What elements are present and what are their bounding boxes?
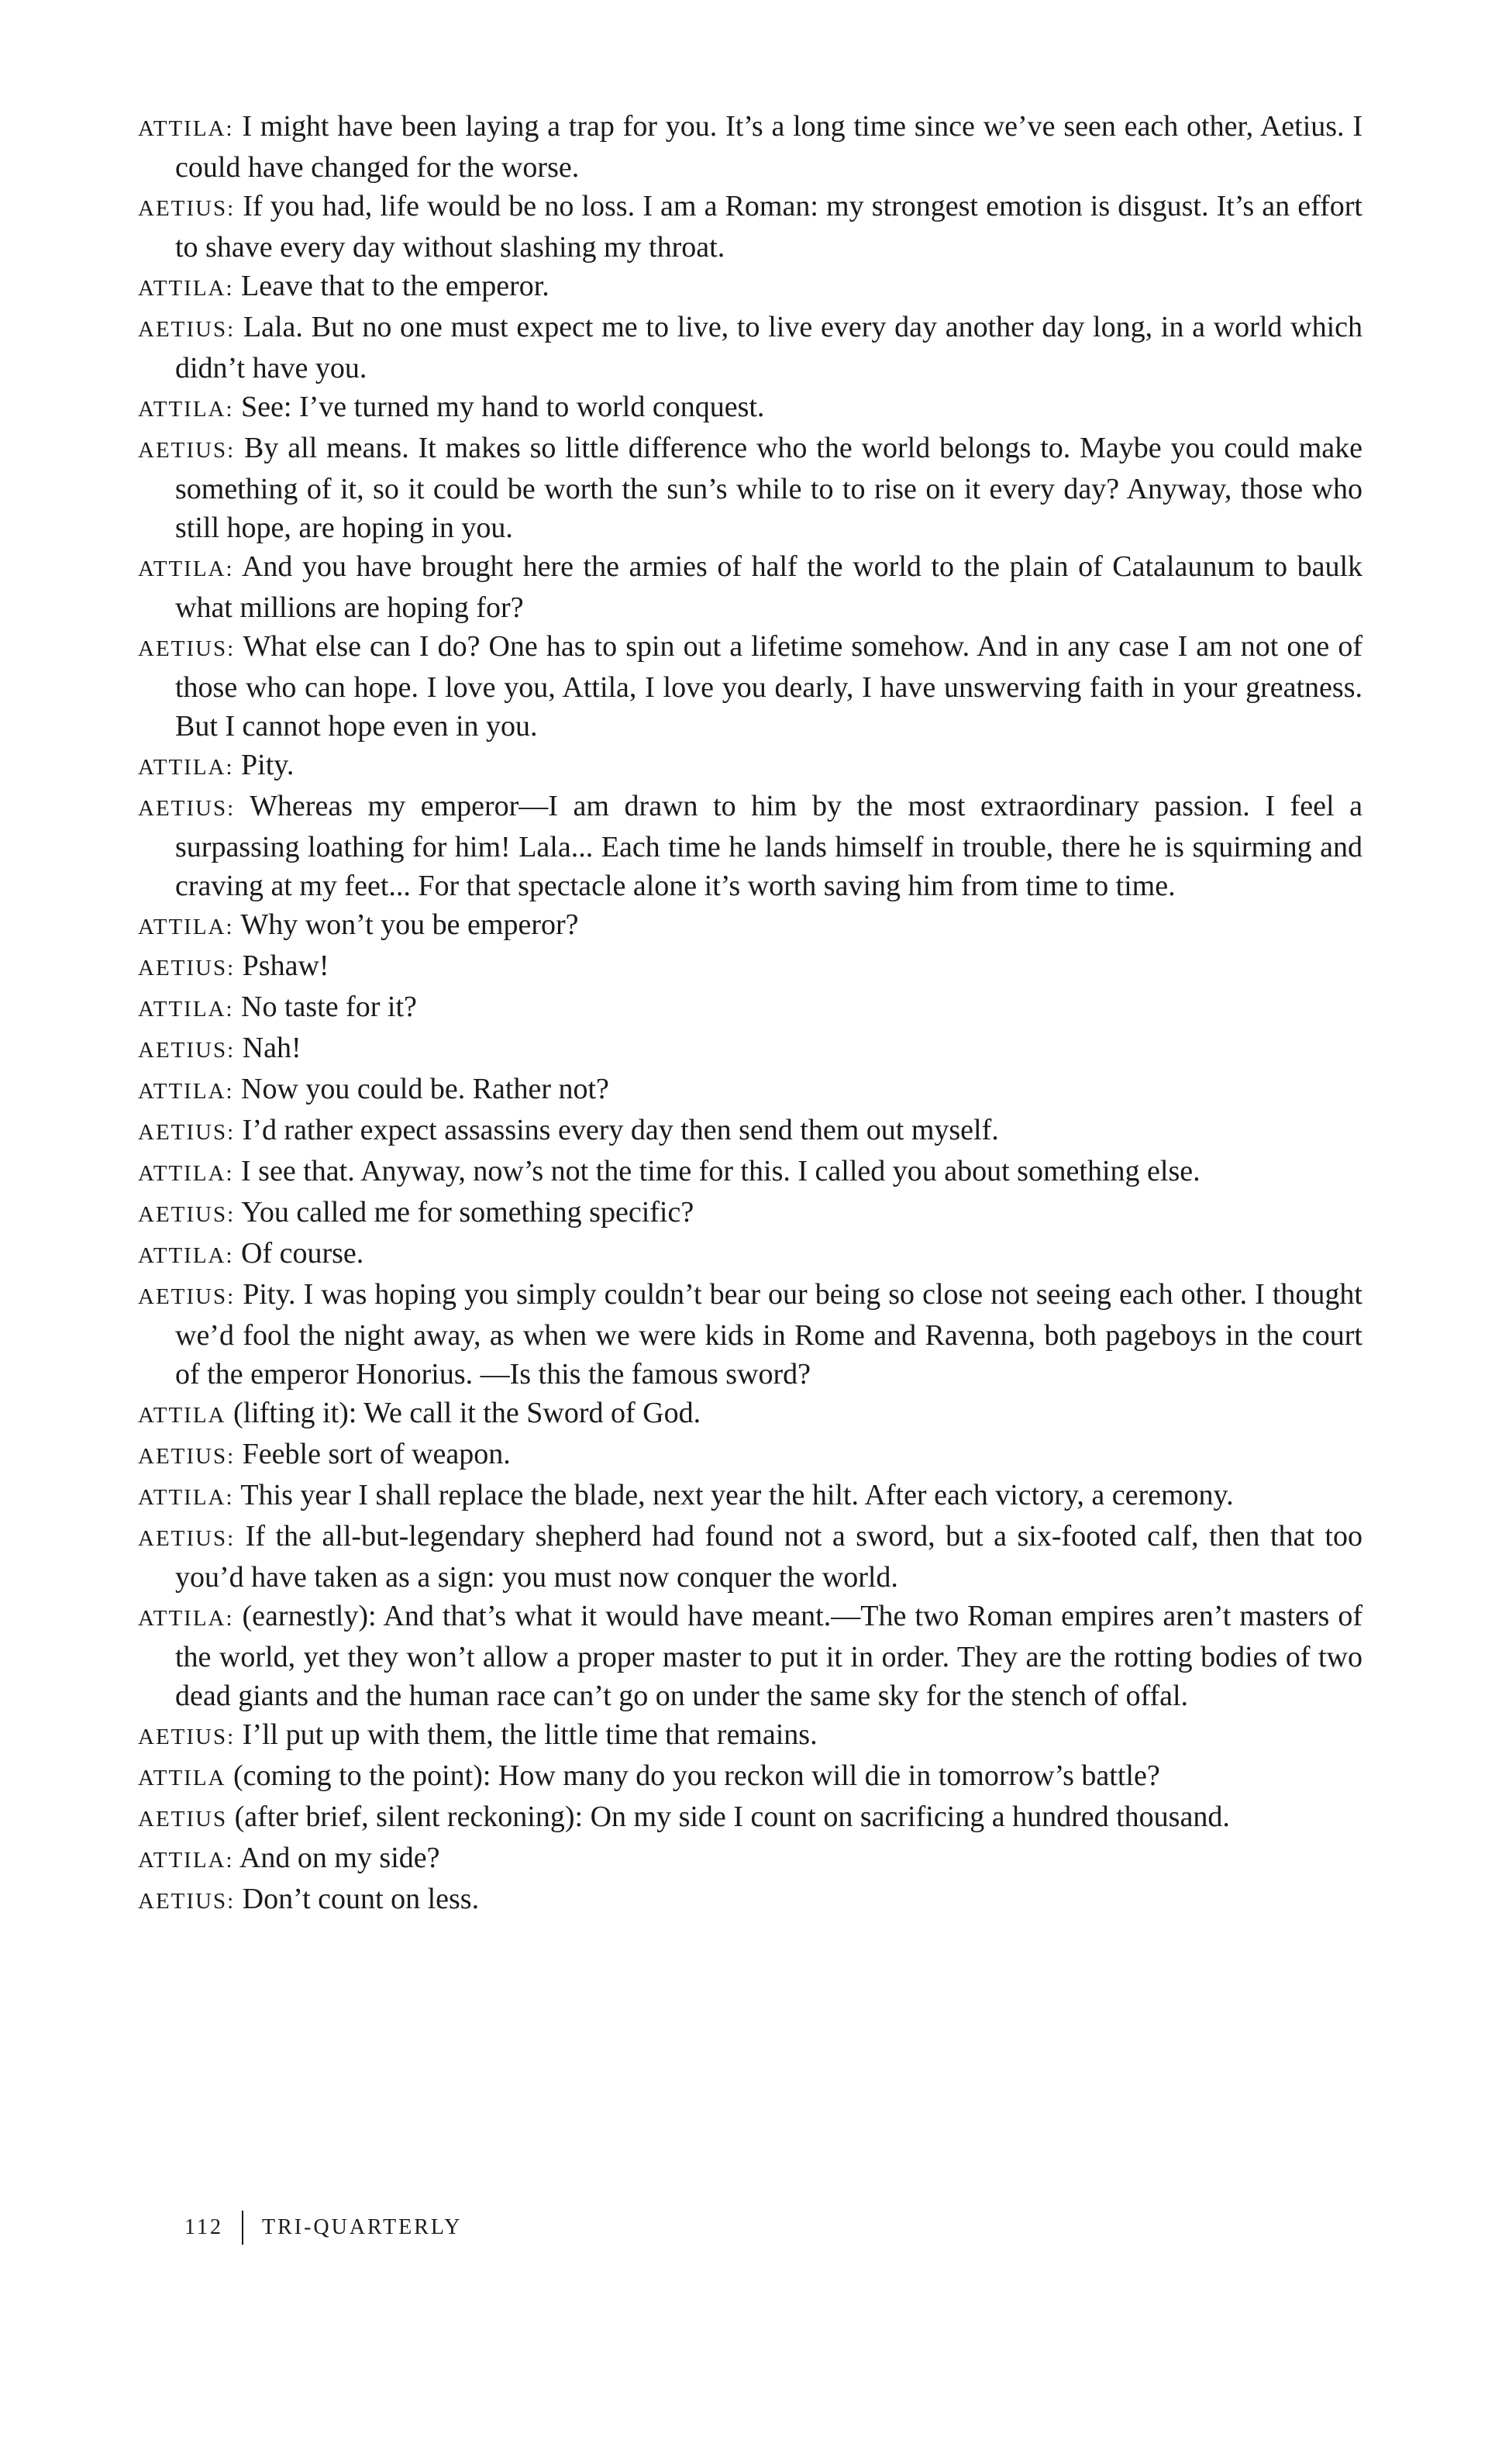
speech-text: I might have been laying a trap for you. It’s a long time since we’ve seen each other, Aetius. I could have changed for the worse. <box>175 110 1362 184</box>
speaker-name: ATTILA: <box>138 997 234 1022</box>
speech-text: Now you could be. Rather not? <box>233 1073 609 1105</box>
speech-line <box>138 107 1362 187</box>
speech-text: Leave that to the emperor. <box>233 270 549 302</box>
speech-line <box>138 308 1362 388</box>
page-number: 112 <box>184 2215 223 2239</box>
speaker-name: AETIUS: <box>138 438 236 463</box>
speech-line <box>138 1839 1362 1880</box>
speech-text: (after brief, silent reckoning): On my side I count on sacrificing a hundred thousand. <box>227 1801 1230 1833</box>
speaker-name: ATTILA <box>138 1403 226 1428</box>
speech-line <box>138 388 1362 429</box>
speaker-name: ATTILA <box>138 1766 226 1790</box>
speech-line <box>138 547 1362 627</box>
speaker-name: ATTILA: <box>138 116 234 141</box>
speech-line <box>138 787 1362 905</box>
speaker-name: AETIUS: <box>138 636 236 661</box>
speech-line <box>138 1715 1362 1756</box>
speaker-name: ATTILA: <box>138 1848 234 1873</box>
speech-text: And on my side? <box>233 1842 440 1874</box>
speaker-name: ATTILA: <box>138 1161 234 1186</box>
speaker-name: ATTILA: <box>138 397 234 422</box>
speech-line <box>138 746 1362 787</box>
speech-line <box>138 987 1362 1029</box>
speaker-name: ATTILA: <box>138 1606 234 1631</box>
speech-text: Don’t count on less. <box>235 1883 480 1915</box>
speaker-name: AETIUS: <box>138 1526 236 1551</box>
speaker-name: ATTILA: <box>138 915 234 939</box>
page-footer <box>184 2211 462 2245</box>
speaker-name: AETIUS: <box>138 1725 236 1749</box>
speech-text: This year I shall replace the blade, next year the hilt. After each victory, a ceremony. <box>233 1479 1234 1511</box>
speech-text: Nah! <box>235 1032 301 1064</box>
speech-text: Pshaw! <box>235 949 329 982</box>
speaker-name: AETIUS <box>138 1807 228 1832</box>
speech-line <box>138 187 1362 267</box>
speech-text: I see that. Anyway, now’s not the time for this. I called you about something else. <box>233 1155 1201 1187</box>
speech-line <box>138 1797 1362 1839</box>
speaker-name: AETIUS: <box>138 1120 236 1145</box>
speaker-name: AETIUS: <box>138 1889 236 1914</box>
speech-line <box>138 1756 1362 1797</box>
speech-text: (earnestly): And that’s what it would have meant.—The two Roman empires aren’t masters of the world, yet they won’t allow a proper master to put it in order. They are the rotting bodies of two dead giants and the human race can’t go on under the same sky for the stench of offal. <box>175 1600 1362 1712</box>
speaker-name: ATTILA: <box>138 1243 234 1268</box>
journal-title: TRI-QUARTERLY <box>261 2215 463 2239</box>
speech-text: Lala. But no one must expect me to live, to live every day another day long, in a world which didn’t have you. <box>175 311 1362 384</box>
speaker-name: AETIUS: <box>138 796 236 821</box>
speech-line <box>138 905 1362 946</box>
speaker-name: ATTILA: <box>138 276 234 301</box>
speech-line <box>138 1070 1362 1111</box>
speaker-name: AETIUS: <box>138 956 236 980</box>
speech-text: You called me for something specific? <box>235 1196 694 1229</box>
speech-text: By all means. It makes so little difference who the world belongs to. Maybe you could make something of it, so it could be worth the sun’s while to to rise on it every day? Anyway, those who still hope, are hoping in you. <box>175 432 1362 544</box>
speech-text: I’ll put up with them, the little time that remains. <box>235 1718 818 1751</box>
speech-line <box>138 1275 1362 1394</box>
speech-line <box>138 1029 1362 1070</box>
speech-text: Pity. <box>233 749 295 781</box>
speaker-name: AETIUS: <box>138 317 236 342</box>
speech-line <box>138 429 1362 547</box>
speech-line <box>138 946 1362 987</box>
footer-divider <box>242 2211 243 2245</box>
speech-line <box>138 1597 1362 1715</box>
speech-line <box>138 1152 1362 1193</box>
speech-text: I’d rather expect assassins every day then send them out myself. <box>235 1114 999 1146</box>
speech-text: If the all-but-legendary shepherd had found not a sword, but a six-footed calf, then that too you’d have taken as a sign: you must now conquer the world. <box>175 1520 1362 1594</box>
speech-text: And you have brought here the armies of half the world to the plain of Catalaunum to baulk what millions are hoping for? <box>175 550 1362 624</box>
speech-text: Whereas my emperor—I am drawn to him by the most extraordinary passion. I feel a surpassing loathing for him! Lala... Each time he lands himself in trouble, there he is squirming and craving at my feet... For that spectacle alone it’s worth saving him from time to time. <box>175 790 1362 902</box>
speech-line <box>138 1394 1362 1435</box>
speech-line <box>138 1435 1362 1476</box>
speech-line <box>138 1517 1362 1597</box>
speech-line <box>138 1111 1362 1152</box>
speech-text: Feeble sort of weapon. <box>235 1438 511 1470</box>
speech-text: Why won’t you be emperor? <box>233 908 579 941</box>
speaker-name: AETIUS: <box>138 1202 236 1227</box>
speech-line <box>138 627 1362 746</box>
speaker-name: ATTILA: <box>138 755 234 780</box>
speech-line <box>138 1234 1362 1275</box>
play-text <box>138 107 1362 1921</box>
speech-line <box>138 267 1362 308</box>
speaker-name: ATTILA: <box>138 557 234 581</box>
speech-line <box>138 1476 1362 1517</box>
speaker-name: ATTILA: <box>138 1485 234 1510</box>
speech-text: No taste for it? <box>233 991 417 1023</box>
speech-text: What else can I do? One has to spin out a lifetime somehow. And in any case I am not one of those who can hope. I love you, Attila, I love you dearly, I have unswerving faith in your greatness. But I cannot hope even in you. <box>175 630 1362 743</box>
speaker-name: ATTILA: <box>138 1079 234 1104</box>
speech-text: If you had, life would be no loss. I am a Roman: my strongest emotion is disgust. It’s an effort to shave every day without slashing my throat. <box>175 190 1362 264</box>
speech-line <box>138 1880 1362 1921</box>
speaker-name: AETIUS: <box>138 1444 236 1469</box>
speech-line <box>138 1193 1362 1234</box>
speaker-name: AETIUS: <box>138 196 236 221</box>
speech-text: See: I’ve turned my hand to world conquest. <box>233 391 765 423</box>
speech-text: (coming to the point): How many do you reckon will die in tomorrow’s battle? <box>226 1759 1160 1792</box>
speech-text: Pity. I was hoping you simply couldn’t bear our being so close not seeing each other. I thought we’d fool the night away, as when we were kids in Rome and Ravenna, both pageboys in the court of the emperor Honorius. —Is this the famous sword? <box>175 1278 1362 1391</box>
speaker-name: AETIUS: <box>138 1038 236 1063</box>
speech-text: Of course. <box>233 1237 364 1270</box>
speech-text: (lifting it): We call it the Sword of God. <box>226 1397 701 1429</box>
speaker-name: AETIUS: <box>138 1284 236 1309</box>
